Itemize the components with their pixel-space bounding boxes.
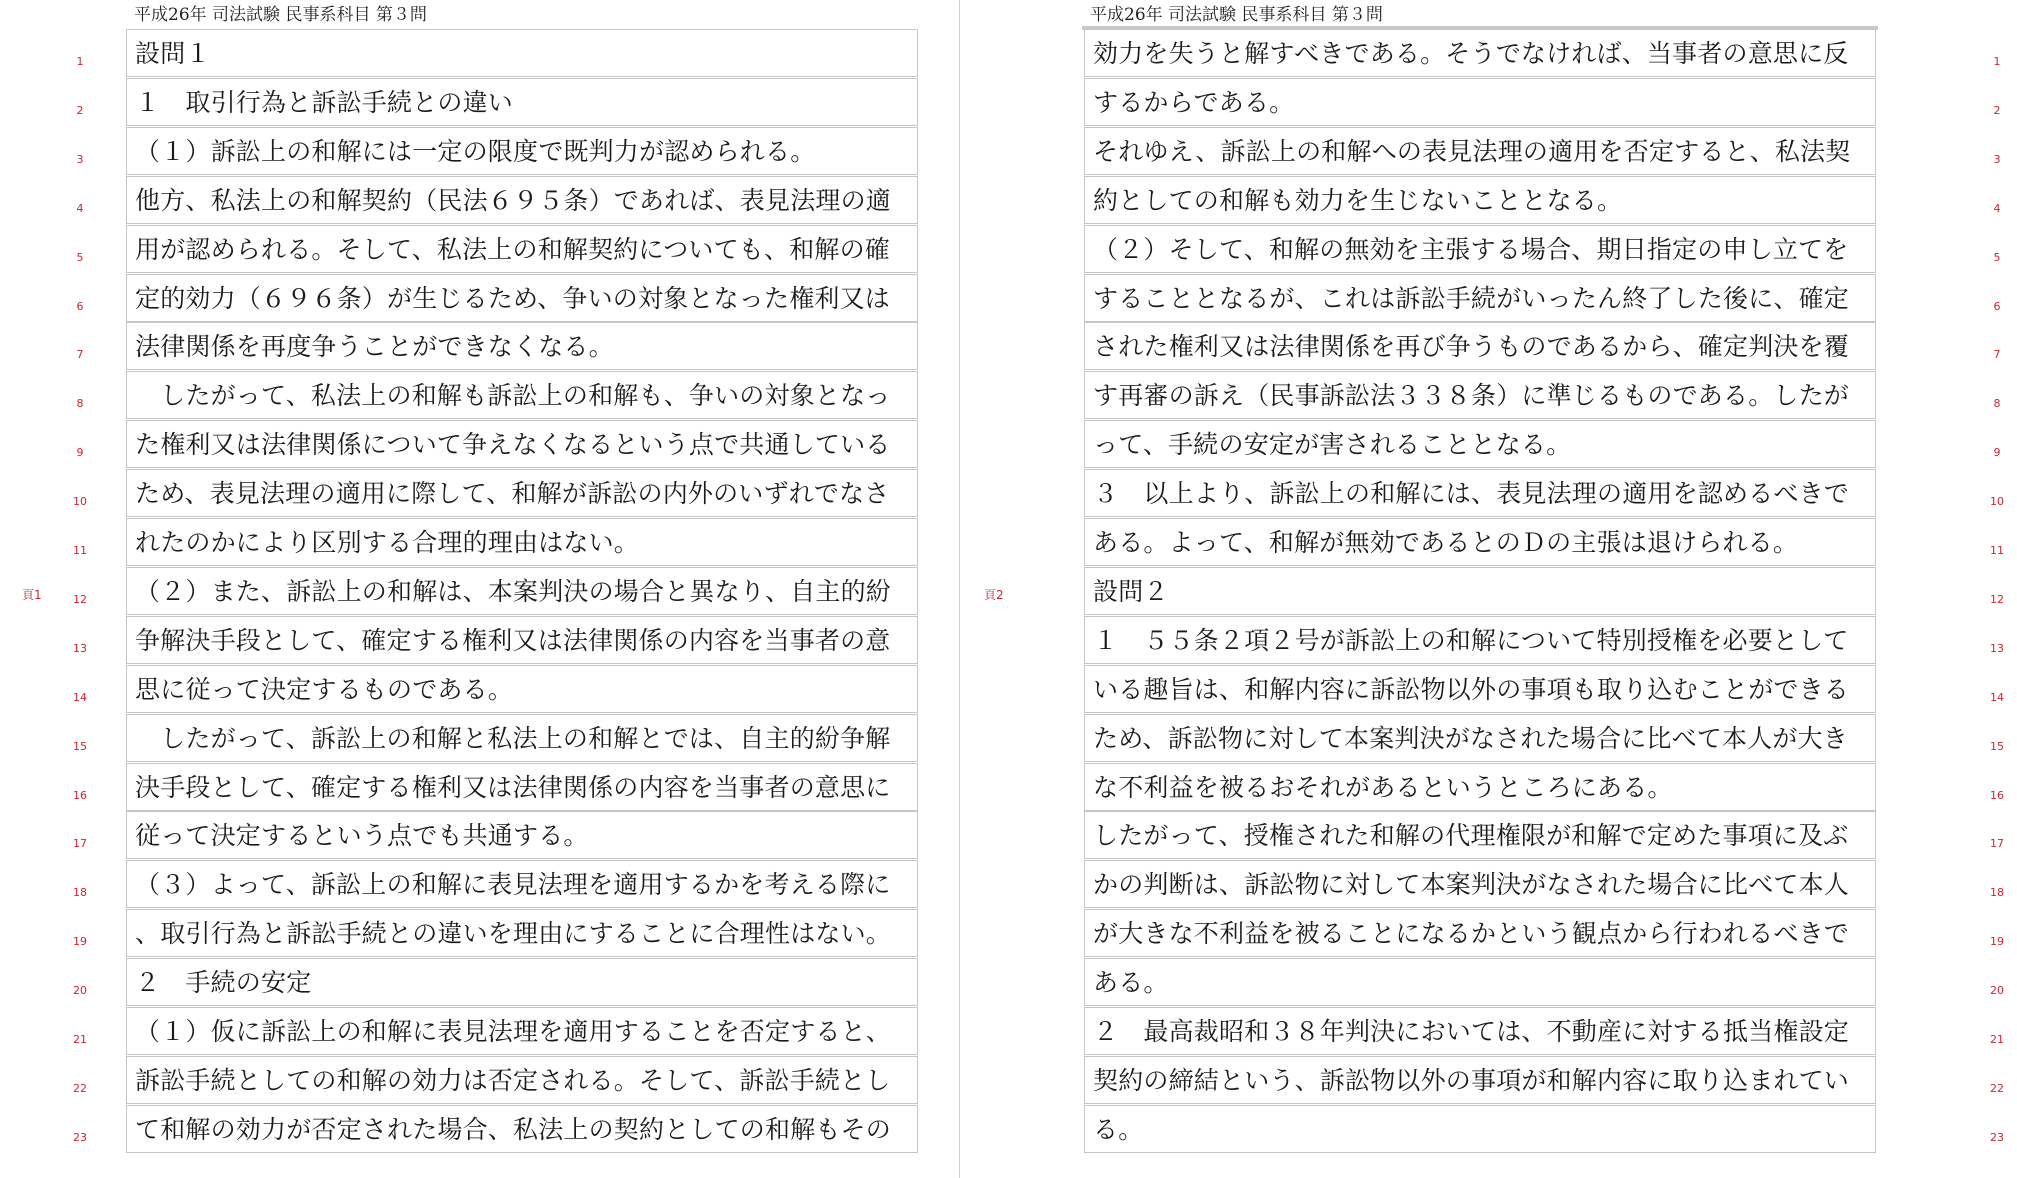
line-number: 7 xyxy=(76,348,84,361)
text-line-row xyxy=(126,29,918,77)
text-line: ２ 手続の安定 xyxy=(135,968,312,997)
line-number: 10 xyxy=(73,495,87,508)
line-number: 18 xyxy=(1990,886,2004,899)
text-line: ため、訴訟物に対して本案判決がなされた場合に比べて本人が大き xyxy=(1093,724,1849,753)
text-line: れたのかにより区別する合理的理由はない。 xyxy=(135,528,640,557)
text-line: 決手段として、確定する権利又は法律関係の内容を当事者の意思に xyxy=(135,773,891,802)
text-line-row xyxy=(1084,274,1876,322)
text-line-row xyxy=(1084,665,1876,713)
text-line: な不利益を被るおそれがあるというところにある。 xyxy=(1093,773,1673,802)
page-divider xyxy=(959,0,960,1178)
text-line-row xyxy=(1084,714,1876,762)
line-number: 12 xyxy=(73,593,87,606)
line-number: 3 xyxy=(1993,153,2001,166)
text-line-row xyxy=(1084,616,1876,664)
manuscript-page-2 xyxy=(962,0,2004,1178)
text-line-row xyxy=(126,78,918,126)
line-number: 17 xyxy=(1990,837,2004,850)
text-line: ２ 最高裁昭和３８年判決においては、不動産に対する抵当権設定 xyxy=(1093,1017,1850,1046)
text-line-row xyxy=(1084,322,1876,370)
text-line-row xyxy=(126,420,918,468)
line-number: 15 xyxy=(73,740,87,753)
line-number: 7 xyxy=(1993,348,2001,361)
text-line: が大きな不利益を被ることになるかという観点から行われるべきで xyxy=(1093,919,1850,948)
text-line: それゆえ、訴訟上の和解への表見法理の適用を否定すると、私法契 xyxy=(1093,137,1851,166)
text-line-row xyxy=(1084,518,1876,566)
line-number: 1 xyxy=(76,55,84,68)
text-line: ため、表見法理の適用に際して、和解が訴訟の内外のいずれでなさ xyxy=(135,479,890,508)
line-number: 15 xyxy=(1990,740,2004,753)
text-line: ある。よって、和解が無効であるとのＤの主張は退けられる。 xyxy=(1093,528,1799,557)
text-line-row xyxy=(126,763,918,811)
text-line: って、手続の安定が害されることとなる。 xyxy=(1093,430,1572,459)
line-number: 9 xyxy=(1993,446,2001,459)
text-line: す再審の訴え（民事訴訟法３３８条）に準じるものである。したが xyxy=(1093,381,1850,410)
text-line: 約としての和解も効力を生じないこととなる。 xyxy=(1093,186,1623,215)
text-line: 従って決定するという点でも共通する。 xyxy=(135,821,589,850)
text-line: 争解決手段として、確定する権利又は法律関係の内容を当事者の意 xyxy=(135,626,891,655)
text-line-row xyxy=(126,518,918,566)
text-line: 法律関係を再度争うことができなくなる。 xyxy=(135,332,614,361)
text-line-row xyxy=(126,274,918,322)
text-line: １ 取引行為と訴訟手続との違い xyxy=(135,88,514,117)
text-line: る。 xyxy=(1093,1115,1144,1144)
text-line-row xyxy=(126,567,918,615)
text-line-row xyxy=(126,616,918,664)
page-number-mark: 頁1 xyxy=(22,588,42,602)
text-line-row xyxy=(1084,176,1876,224)
line-number: 13 xyxy=(73,642,87,655)
line-number: 16 xyxy=(1990,789,2004,802)
line-number: 22 xyxy=(1990,1082,2004,1095)
text-line: 他方、私法上の和解契約（民法６９５条）であれば、表見法理の適 xyxy=(135,186,892,215)
line-number: 2 xyxy=(1993,104,2001,117)
text-line: （１）訴訟上の和解には一定の限度で既判力が認められる。 xyxy=(135,137,816,166)
text-line: された権利又は法律関係を再び争うものであるから、確定判決を覆 xyxy=(1093,332,1850,361)
line-number: 1 xyxy=(1993,55,2001,68)
text-line-row xyxy=(126,1105,918,1153)
line-number: 21 xyxy=(1990,1033,2004,1046)
text-line: （３）よって、訴訟上の和解に表見法理を適用するかを考える際に xyxy=(135,870,891,899)
text-line-row xyxy=(126,860,918,908)
text-line: （２）また、訴訟上の和解は、本案判決の場合と異なり、自主的紛 xyxy=(135,577,892,606)
line-number: 2 xyxy=(76,104,84,117)
text-line: 訴訟手続としての和解の効力は否定される。そして、訴訟手続とし xyxy=(135,1066,891,1095)
text-line-row xyxy=(1084,763,1876,811)
text-line-row xyxy=(1084,1056,1876,1104)
text-line: したがって、訴訟上の和解と私法上の和解とでは、自主的紛争解 xyxy=(135,724,891,753)
text-line: することとなるが、これは訴訟手続がいったん終了した後に、確定 xyxy=(1093,284,1850,313)
line-number: 11 xyxy=(73,544,87,557)
text-line: ある。 xyxy=(1093,968,1169,997)
text-line-row xyxy=(1084,567,1876,615)
text-line-row xyxy=(1084,127,1876,175)
text-line: かの判断は、訴訟物に対して本案判決がなされた場合に比べて本人 xyxy=(1093,870,1850,899)
line-number: 23 xyxy=(73,1131,87,1144)
text-line-row xyxy=(1084,29,1876,77)
text-line-row xyxy=(1084,909,1876,957)
line-number: 8 xyxy=(76,397,84,410)
text-line-row xyxy=(1084,420,1876,468)
text-line: （２）そして、和解の無効を主張する場合、期日指定の申し立てを xyxy=(1093,235,1849,264)
text-line-row xyxy=(126,1056,918,1104)
text-line: 設問２ xyxy=(1093,577,1169,606)
text-line: て和解の効力が否定された場合、私法上の契約としての和解もその xyxy=(135,1115,892,1144)
page-number-mark: 頁2 xyxy=(984,588,1004,602)
text-line-row xyxy=(126,176,918,224)
line-number: 12 xyxy=(1990,593,2004,606)
text-line: 思に従って決定するものである。 xyxy=(135,675,514,704)
text-line-row xyxy=(126,665,918,713)
text-line-row xyxy=(1084,811,1876,859)
line-number: 19 xyxy=(73,935,87,948)
line-number: 19 xyxy=(1990,935,2004,948)
text-line: （１）仮に訴訟上の和解に表見法理を適用することを否定すると、 xyxy=(135,1017,892,1046)
line-number: 20 xyxy=(1990,984,2004,997)
line-number: 21 xyxy=(73,1033,87,1046)
page-header: 平成26年 司法試験 民事系科目 第３問 xyxy=(134,5,427,25)
text-line: 効力を失うと解すべきである。そうでなければ、当事者の意思に反 xyxy=(1093,39,1849,68)
line-number: 5 xyxy=(76,251,84,264)
text-line-row xyxy=(126,714,918,762)
line-number: 14 xyxy=(1990,691,2004,704)
text-line: １ ５５条２項２号が訴訟上の和解について特別授権を必要として xyxy=(1093,626,1849,655)
line-number: 3 xyxy=(76,153,84,166)
text-line-row xyxy=(126,1007,918,1055)
line-number: 13 xyxy=(1990,642,2004,655)
text-line-row xyxy=(126,225,918,273)
line-number: 4 xyxy=(76,202,84,215)
text-line-row xyxy=(126,909,918,957)
text-line-row xyxy=(1084,371,1876,419)
text-line-row xyxy=(126,127,918,175)
text-line: 、取引行為と訴訟手続との違いを理由にすることに合理性はない。 xyxy=(135,919,892,948)
line-number: 20 xyxy=(73,984,87,997)
text-line: 契約の締結という、訴訟物以外の事項が和解内容に取り込まれてい xyxy=(1093,1066,1850,1095)
text-line-row xyxy=(1084,225,1876,273)
text-line: するからである。 xyxy=(1093,88,1295,117)
line-number: 22 xyxy=(73,1082,87,1095)
line-number: 10 xyxy=(1990,495,2004,508)
line-number: 11 xyxy=(1990,544,2004,557)
line-number: 18 xyxy=(73,886,87,899)
text-line-row xyxy=(1084,469,1876,517)
text-line-row xyxy=(126,371,918,419)
text-line: したがって、私法上の和解も訴訟上の和解も、争いの対象となっ xyxy=(135,381,891,410)
text-line-row xyxy=(1084,958,1876,1006)
line-number: 4 xyxy=(1993,202,2001,215)
line-number: 8 xyxy=(1993,397,2001,410)
line-number: 14 xyxy=(73,691,87,704)
text-line: た権利又は法律関係について争えなくなるという点で共通している xyxy=(135,430,891,459)
line-number: 6 xyxy=(76,300,84,313)
line-number: 23 xyxy=(1990,1131,2004,1144)
text-line: いる趣旨は、和解内容に訴訟物以外の事項も取り込むことができる xyxy=(1093,675,1850,704)
text-line-row xyxy=(1084,1105,1876,1153)
text-line-row xyxy=(1084,1007,1876,1055)
text-line: 定的効力（６９６条）が生じるため、争いの対象となった権利又は xyxy=(135,284,891,313)
text-line-row xyxy=(1084,860,1876,908)
text-line: 用が認められる。そして、私法上の和解契約についても、和解の確 xyxy=(135,235,891,264)
line-number: 9 xyxy=(76,446,84,459)
text-line: したがって、授権された和解の代理権限が和解で定めた事項に及ぶ xyxy=(1093,821,1849,850)
text-line-row xyxy=(126,958,918,1006)
text-line-row xyxy=(126,322,918,370)
text-line-row xyxy=(126,469,918,517)
text-line-row xyxy=(126,811,918,859)
line-number: 17 xyxy=(73,837,87,850)
manuscript-page-1 xyxy=(0,0,958,1178)
text-line-row xyxy=(1084,78,1876,126)
line-number: 16 xyxy=(73,789,87,802)
line-number: 6 xyxy=(1993,300,2001,313)
text-line: 設問１ xyxy=(135,39,211,68)
page-header: 平成26年 司法試験 民事系科目 第３問 xyxy=(1090,5,1383,25)
line-number: 5 xyxy=(1993,251,2001,264)
text-line: ３ 以上より、訴訟上の和解には、表見法理の適用を認めるべきで xyxy=(1093,479,1850,508)
